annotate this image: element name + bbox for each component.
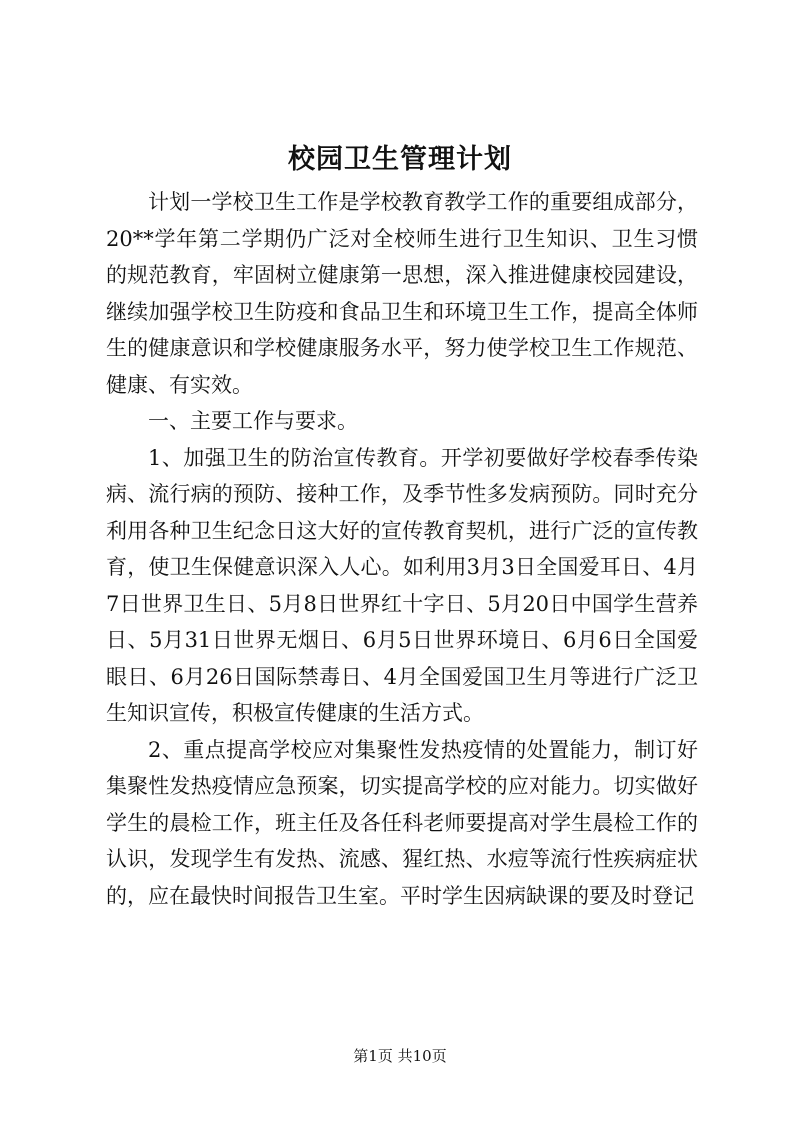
document-title: 校园卫生管理计划 [288, 144, 512, 175]
paragraph-section-heading: 一、主要工作与要求。 [148, 409, 358, 433]
document-body [106, 184, 698, 914]
paragraph-item-1: 1、加强卫生的防治宣传教育。开学初要做好学校春季传染病、流行病的预防、接种工作，及季节性多发病预防。同时充分利用各种卫生纪念日这大好的宣传教育契机，进行广泛的宣传教育，使卫生保健意识深入人心。如利用3月3日全国爱耳日、4月7日世界卫生日、5月8日世界红十字日、5月20日中国学生营养日、5月31日世界无烟日、6月5日世界环境日、6月6日全国爱眼日、6月26日国际禁毒日、4月全国爱国卫生月等进行广泛卫生知识宣传，积极宣传健康的生活方式。 [106, 445, 698, 725]
paragraph-intro: 计划一学校卫生工作是学校教育教学工作的重要组成部分，20**学年第二学期仍广泛对全校师生进行卫生知识、卫生习惯的规范教育，牢固树立健康第一思想，深入推进健康校园建设，继续加强学校卫生防疫和食品卫生和环境卫生工作，提高全体师生的健康意识和学校健康服务水平，努力使学校卫生工作规范、健康、有实效。 [106, 190, 698, 397]
paragraph-item-2: 2、重点提高学校应对集聚性发热疫情的处置能力，制订好集聚性发热疫情应急预案，切实提高学校的应对能力。切实做好学生的晨检工作，班主任及各任科老师要提高对学生晨检工作的认识，发现学生有发热、流感、猩红热、水痘等流行性疾病症状的，应在最快时间报告卫生室。平时学生因病缺课的要及时登记 [106, 737, 698, 908]
page-footer: 第1页 共10页 [353, 1047, 447, 1065]
